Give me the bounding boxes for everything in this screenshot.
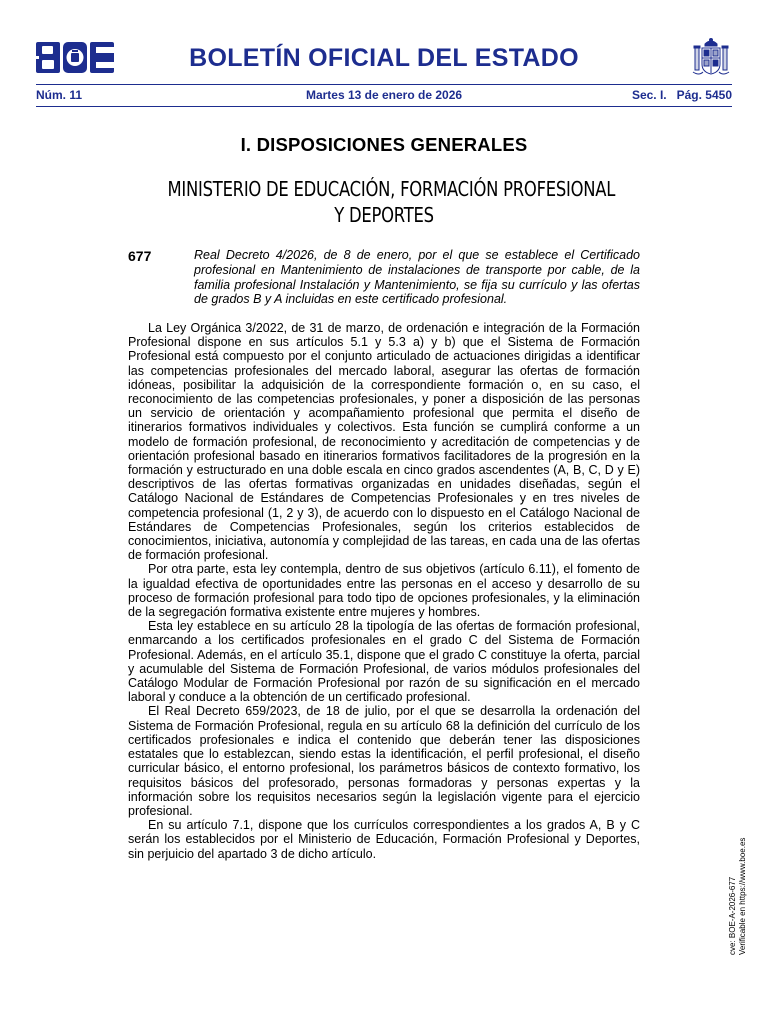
header-rule-bottom xyxy=(36,106,732,107)
verification-url: Verificable en https://www.boe.es xyxy=(738,837,747,955)
ministry-line-2: Y DEPORTES xyxy=(334,203,434,227)
document-body xyxy=(128,321,640,861)
issue-number: Núm. 11 xyxy=(36,88,83,102)
disposition-title: Real Decreto 4/2026, de 8 de enero, por el que se establece el Certificado profesional en Mantenimiento de instalaciones de transporte por cable, de la familia profesional Instalación y Mantenimiento, se fija su currículo y las ofertas de grados B y A incluidas en este certificado profesional. xyxy=(194,248,640,307)
verification-cve: cve: BOE-A-2026-677 xyxy=(728,876,737,955)
verification-note xyxy=(728,820,752,955)
body-paragraph: La Ley Orgánica 3/2022, de 31 de marzo, de ordenación e integración de la Formación Profesional dispone en sus artículos 5.1 y 5.3 a) y b) que el Sistema de Formación Profesional está compuesto por el conjunto articulado de actuaciones dirigidas a identificar las competencias profesionales del mercado laboral, asegurar las ofertas de formación idóneas, posibilitar la adquisición de la correspondiente formación o, en su caso, el reconocimiento de las competencias profesionales, y poner a disposición de las personas un servicio de orientación y acompañamiento profesional que permita el diseño de itinerarios formativos individuales y colectivos. Esta función se cumplirá conforme a un modelo de formación profesional, de reconocimiento y acreditación de competencias y de orientación profesional basado en itinerarios formativos facilitadores de la progresión en la formación y estructurado en una doble escala en cinco grados ascendentes (A, B, C, D y E) descriptivos de las ofertas formativas organizadas en unidades diseñadas, según el Catálogo Nacional de Estándares de Competencias Profesionales y en tres niveles de competencia profesional (1, 2 y 3), de acuerdo con lo dispuesto en el Catálogo Nacional de Estándares de Competencias Profesionales, según los criterios establecidos de conocimientos, iniciativa, autonomía y complejidad de las tareas, en cada una de las ofertas de formación profesional. xyxy=(128,321,640,563)
ministry-line-1: MINISTERIO DE EDUCACIÓN, FORMACIÓN PROFESIONAL xyxy=(167,177,616,201)
body-paragraph: Por otra parte, esta ley contempla, dentro de sus objetivos (artículo 6.11), el fomento de la igualdad efectiva de oportunidades entre las personas en el acceso y desarrollo de su proceso de formación profesional para todo tipo de opciones profesionales, y la eliminación de la segregación formativa existente entre mujeres y hombres. xyxy=(128,562,640,620)
coat-of-arms-icon xyxy=(691,36,731,80)
body-paragraph: Esta ley establece en su artículo 28 la tipología de las ofertas de formación profesional, enmarcando a los certificados profesionales en el grado C del Sistema de Formación Profesional. Además, en el artículo 35.1, dispone que el grado C constituye la oferta, parcial y acumulable del Sistema de Formación Profesional, de varios módulos profesionales del Catálogo Modular de Formación Profesional por razón de su significación en el mercado laboral y conduce a la obtención de un certificado profesional. xyxy=(128,619,640,705)
section-title: I. DISPOSICIONES GENERALES xyxy=(240,134,528,155)
section-page: Sec. I. Pág. 5450 xyxy=(631,88,732,102)
newspaper-title: BOLETÍN OFICIAL DEL ESTADO xyxy=(189,44,579,72)
issue-header xyxy=(36,88,732,104)
boe-logo xyxy=(36,42,114,73)
ministry-name xyxy=(167,176,616,228)
body-paragraph: En su artículo 7.1, dispone que los currículos correspondientes a los grados A, B y C serán los establecidos por el Ministerio de Educación, Formación Profesional y Deportes, sin perjuicio del apartado 3 de dicho artículo. xyxy=(128,818,640,861)
disposition-number: 677 xyxy=(128,248,152,264)
header-rule-top xyxy=(36,84,732,85)
body-paragraph: El Real Decreto 659/2023, de 18 de julio, por el que se desarrolla la ordenación del Sistema de Formación Profesional, regula en su artículo 68 la definición del currículo de los certificados profesionales e indica el contenido que deberán tener las disposiciones estatales que lo establezcan, siendo estas la identificación, el perfil profesional, el diseño curricular básico, el entorno profesional, los parámetros básicos de contexto formativo, los requisitos básicos del profesorado, personas formadoras y personas expertas y la información sobre los requisitos necesarios según la legislación vigente para el ejercicio profesional. xyxy=(128,704,640,818)
issue-date: Martes 13 de enero de 2026 xyxy=(305,88,463,102)
